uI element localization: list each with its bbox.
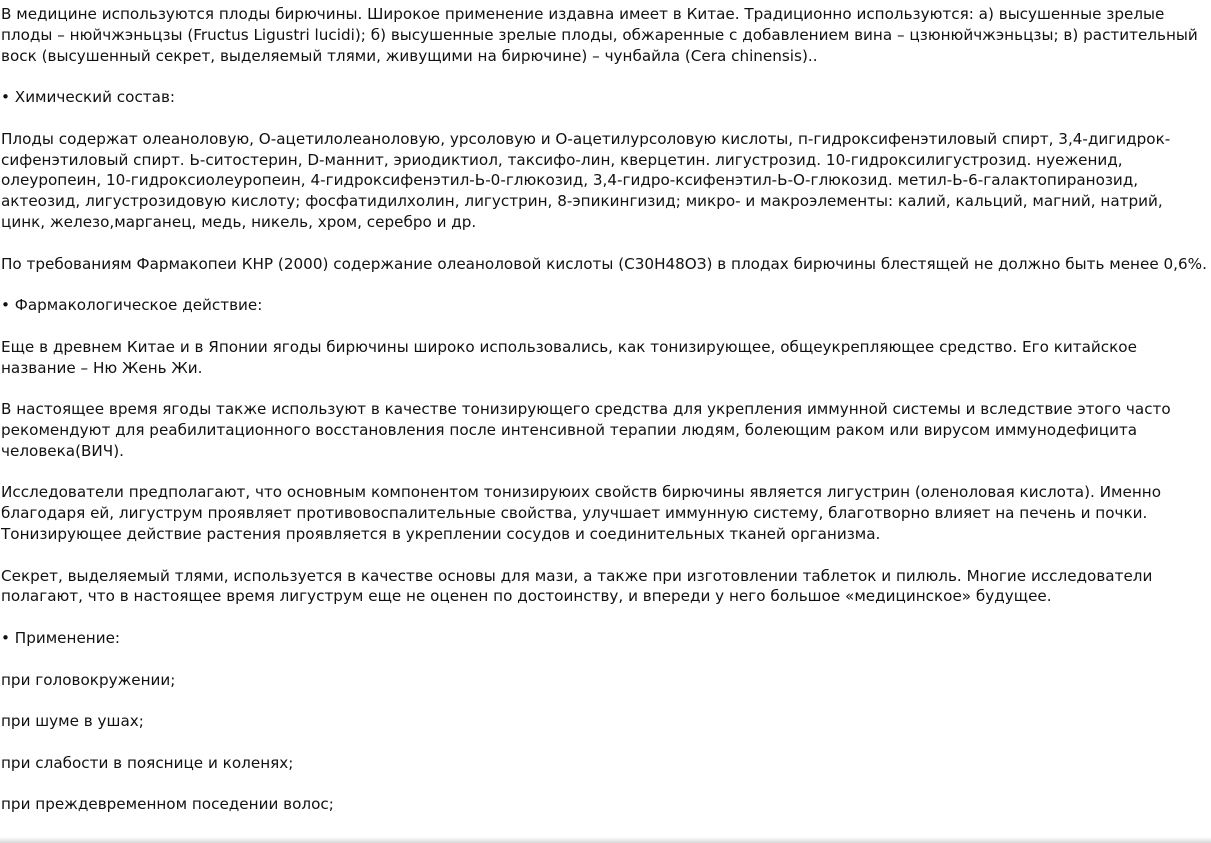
application-list-item: при головокружении;	[1, 670, 176, 689]
secretion-paragraph: Секрет, выделяемый тлями, используется в качестве основы для мази, а также при изготовлении таблеток и пилюль. Многие исследователи полагают, что в настоящее время лигуструм еще не оценен по достоинству, и впереди у него большое «медицинское» будущее.	[1, 566, 1153, 606]
section-heading-chemical-composition: • Химический состав:	[1, 88, 176, 107]
section-heading-pharmacological-action: • Фармакологическое действие:	[1, 296, 263, 315]
pharmacopoeia-paragraph: По требованиям Фармакопеи КНР (2000) содержание олеаноловой кислоты (С30Н48ОЗ) в плодах бирючины блестящей не должно быть менее 0,6%.	[1, 254, 1207, 273]
modern-use-paragraph: В настоящее время ягоды также используют в качестве тонизирующего средства для укрепления иммунной системы и вследствие этого часто рекомендуют для реабилитационного восстановления после интенсивной терапии людям, болеющим раком или вирусом иммунодефицита человека(ВИЧ).	[1, 400, 1171, 460]
history-paragraph: Еще в древнем Китае и в Японии ягоды бирючины широко использовались, как тонизирующее, общеукрепляющее средство. Его китайское название – Ню Жень Жи.	[1, 337, 1137, 377]
chemical-composition-paragraph: Плоды содержат олеаноловую, О-ацетилолеаноловую, урсоловую и О-ацетилурсоловую кислоты, п-гидроксифенэтиловый спирт, 3,4-дигидрок-сифенэтиловый спирт. Ь-ситостерин, D-маннит, эриодиктиол, таксифо-лин, кверцетин. лигустрозид. 10-гидроксилигустрозид. нуеженид, олеуропеин, 10-гидроксиолеуропеин, 4-гидроксифенэтил-Ь-0-глюкозид, 3,4-гидро-ксифенэтил-Ь-О-глюкозид. метил-Ь-6-галактопиранозид, актеозид, лигустрозидовую кислоту; фосфатидилхолин, лигустрин, 8-эпикингизид; микро- и макроэлементы: калий, кальций, магний, натрий, цинк, железо,марганец, медь, никель, хром, серебро и др.	[1, 129, 1171, 231]
bottom-edge-shadow	[0, 837, 1211, 843]
section-heading-application: • Применение:	[1, 628, 121, 647]
intro-paragraph: В медицине используются плоды бирючины. Широкое применение издавна имеет в Китае. Традиционно используются: а) высушенные зрелые плоды – нюйчжэньцзы (Fructus Ligustri lucidi); б) высушенные зрелые плоды, обжаренные с добавлением вина – цзюнюйчжэньцзы; в) растительный воск (высушенный секрет, выделяемый тлями, живущими на бирючине) – чунбайла (Cera chinensis)..	[1, 5, 1198, 65]
research-paragraph: Исследователи предполагают, что основным компонентом тонизируюих свойств бирючины является лигустрин (оленоловая кислота). Именно благодаря ей, лигуструм проявляет противовоспалительные свойства, улучшает иммунную систему, благотворно влияет на печень и почки. Тонизирующее действие растения проявляется в укреплении сосудов и соединительных тканей организма.	[1, 483, 1161, 543]
application-list-item: при слабости в пояснице и коленях;	[1, 753, 294, 772]
article-body	[1, 4, 1207, 836]
application-list-item: при шуме в ушах;	[1, 712, 144, 731]
application-list-item: при преждевременном поседении волос;	[1, 795, 334, 814]
